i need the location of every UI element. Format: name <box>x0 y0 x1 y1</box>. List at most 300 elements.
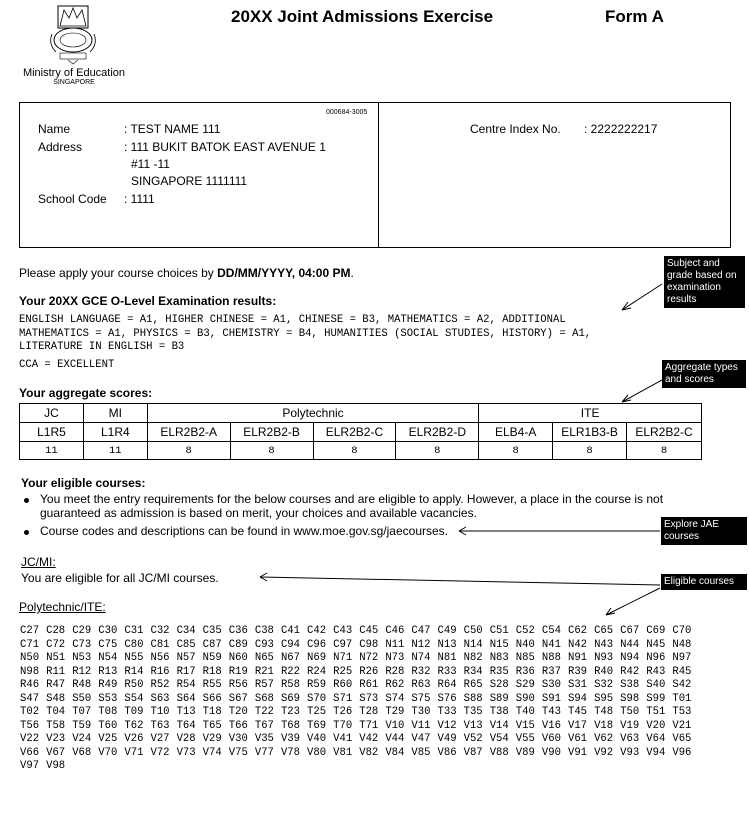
course-code: V70 <box>98 746 118 759</box>
arrow-icon <box>622 380 662 402</box>
course-code: T23 <box>280 706 301 718</box>
course-code: S67 <box>228 692 248 705</box>
ministry-name <box>22 67 126 87</box>
course-code: C45 <box>359 625 379 637</box>
course-code: R32 <box>411 665 431 678</box>
reference-number: 000684-3005 <box>326 109 368 116</box>
course-code: C51 <box>489 625 509 637</box>
course-code: V94 <box>646 746 666 759</box>
course-code: V25 <box>98 733 118 745</box>
course-code: N14 <box>463 638 483 651</box>
course-code: C85 <box>176 638 196 651</box>
course-code: R12 <box>72 665 92 678</box>
callout-line: Subject and <box>667 258 720 269</box>
course-code: C36 <box>228 625 248 637</box>
course-code: C35 <box>202 625 222 637</box>
aggregate-type: ELR2B2-A <box>147 423 230 442</box>
results-line-3: LITERATURE IN ENGLISH = B3 <box>19 341 185 353</box>
aggregate-group-row <box>20 404 702 423</box>
course-code: C27 <box>20 625 40 637</box>
course-code: V12 <box>437 719 457 732</box>
course-code: C73 <box>72 638 92 651</box>
course-code: S29 <box>515 679 535 691</box>
course-code: T68 <box>280 719 301 732</box>
course-code: T66 <box>228 719 248 732</box>
course-code: R47 <box>46 679 66 691</box>
course-code: N81 <box>437 652 457 664</box>
course-code: V68 <box>72 746 92 759</box>
course-code: C71 <box>20 638 40 651</box>
course-code: C89 <box>228 638 248 651</box>
course-code: T53 <box>672 706 692 718</box>
arrow-icon <box>260 573 660 585</box>
course-code: T13 <box>176 706 196 718</box>
course-code: T48 <box>594 706 614 718</box>
course-code: T04 <box>46 706 66 718</box>
apply-prefix: Please apply your course choices by <box>19 266 218 280</box>
course-code: V67 <box>46 746 66 759</box>
course-code: S89 <box>489 692 509 705</box>
course-code: V92 <box>594 746 614 759</box>
course-code: S91 <box>541 692 561 705</box>
course-code: S74 <box>385 692 405 705</box>
course-code: N50 <box>20 652 40 664</box>
aggregate-table <box>19 403 702 460</box>
aggregate-score: 8 <box>396 442 479 460</box>
course-code: S98 <box>620 692 640 705</box>
course-code: R25 <box>333 665 353 678</box>
course-code: R34 <box>463 665 483 678</box>
course-code: N53 <box>72 652 92 664</box>
course-code: S28 <box>489 679 509 691</box>
aggregate-score: 8 <box>313 442 396 460</box>
course-code: V88 <box>489 746 509 759</box>
aggregate-type: ELR2B2-D <box>396 423 479 442</box>
course-code: V18 <box>594 719 614 732</box>
course-code: T62 <box>124 719 144 732</box>
course-code: V49 <box>437 733 457 745</box>
course-code: C94 <box>280 638 301 651</box>
course-code: C97 <box>333 638 353 651</box>
course-code: N59 <box>202 652 222 664</box>
callout-subject-grade <box>664 256 745 308</box>
course-code: R42 <box>620 665 640 678</box>
bullet-icon <box>24 498 29 503</box>
moe-crest-icon <box>46 4 100 66</box>
course-code: S32 <box>594 679 614 691</box>
course-code: S40 <box>646 679 666 691</box>
course-code: T64 <box>176 719 196 732</box>
course-code: R60 <box>333 679 353 691</box>
course-code: T10 <box>150 706 170 718</box>
course-code: C69 <box>646 625 666 637</box>
group-mi: MI <box>83 404 147 423</box>
course-code: V74 <box>202 746 222 759</box>
course-code: V23 <box>46 733 66 745</box>
course-code: R58 <box>280 679 301 691</box>
address-line-1: : 111 BUKIT BATOK EAST AVENUE 1 <box>124 140 326 154</box>
callout-aggregate-types <box>662 360 746 388</box>
course-code: V81 <box>333 746 353 759</box>
course-code: R54 <box>176 679 196 691</box>
course-code: S73 <box>359 692 379 705</box>
course-code: V89 <box>515 746 535 759</box>
course-code: R36 <box>515 665 535 678</box>
course-code: S66 <box>202 692 222 705</box>
callout-line: Aggregate types <box>665 362 738 373</box>
course-code: R37 <box>541 665 561 678</box>
course-code: C87 <box>202 638 222 651</box>
callout-line: examination <box>667 282 721 293</box>
course-code: S70 <box>307 692 327 705</box>
course-code: S50 <box>72 692 92 705</box>
course-code: V54 <box>489 733 509 745</box>
course-code: T29 <box>385 706 405 718</box>
course-code: N98 <box>20 665 40 678</box>
course-code: V63 <box>620 733 640 745</box>
cca-text: CCA = EXCELLENT <box>19 359 115 371</box>
course-code: S88 <box>463 692 483 705</box>
course-code: N94 <box>620 652 640 664</box>
course-code: V13 <box>463 719 483 732</box>
course-code: N42 <box>567 638 588 651</box>
course-code: C98 <box>359 638 379 651</box>
course-code: V22 <box>20 733 40 745</box>
course-code: N13 <box>437 638 457 651</box>
course-code: T58 <box>46 719 66 732</box>
course-code: N93 <box>594 652 614 664</box>
course-code: T30 <box>411 706 431 718</box>
school-code-value: : 1111 <box>124 192 155 206</box>
aggregate-type: L1R4 <box>83 423 147 442</box>
course-code: N82 <box>463 652 483 664</box>
course-code: V91 <box>567 746 588 759</box>
course-code: R62 <box>385 679 405 691</box>
course-code: N44 <box>620 638 640 651</box>
course-code: N88 <box>541 652 561 664</box>
name-label: Name <box>38 122 71 136</box>
poly-ite-heading: Polytechnic/ITE: <box>19 600 106 614</box>
course-code: R49 <box>98 679 118 691</box>
course-code: N55 <box>124 652 144 664</box>
course-code: V60 <box>541 733 561 745</box>
apply-deadline-text <box>19 266 354 280</box>
course-code: R64 <box>437 679 457 691</box>
course-code: N45 <box>646 638 666 651</box>
course-code: T67 <box>254 719 274 732</box>
course-code: C30 <box>98 625 118 637</box>
course-code: S76 <box>437 692 457 705</box>
course-code: T01 <box>672 692 692 705</box>
course-code: T45 <box>567 706 588 718</box>
course-code: C31 <box>124 625 144 637</box>
arrow-icon <box>622 284 662 310</box>
ministry-label: Ministry of Education <box>22 67 126 79</box>
course-code: N65 <box>254 652 274 664</box>
course-code: V41 <box>333 733 353 745</box>
group-polytechnic: Polytechnic <box>147 404 479 423</box>
course-code: R11 <box>46 665 66 678</box>
course-code: C38 <box>254 625 274 637</box>
course-code: V39 <box>280 733 301 745</box>
course-code: V97 <box>20 760 40 772</box>
aggregate-score: 11 <box>83 442 147 460</box>
course-code: C34 <box>176 625 196 637</box>
aggregate-type: ELB4-A <box>479 423 553 442</box>
course-code: R26 <box>359 665 379 678</box>
course-code: T50 <box>620 706 640 718</box>
course-code: R65 <box>463 679 483 691</box>
course-code: R22 <box>280 665 301 678</box>
course-code: N60 <box>228 652 248 664</box>
course-code: N11 <box>385 638 405 651</box>
course-code: V27 <box>150 733 170 745</box>
course-code: C49 <box>437 625 457 637</box>
course-code: V85 <box>411 746 431 759</box>
jc-mi-text: You are eligible for all JC/MI courses. <box>21 571 219 585</box>
course-code-grid <box>20 625 720 774</box>
course-code: N85 <box>515 652 535 664</box>
course-code: S30 <box>541 679 561 691</box>
aggregate-score: 8 <box>147 442 230 460</box>
callout-line: grade based on <box>667 270 737 281</box>
course-code: N71 <box>333 652 353 664</box>
course-code: R46 <box>20 679 40 691</box>
course-code: V96 <box>672 746 692 759</box>
course-code: S38 <box>620 679 640 691</box>
aggregate-type: ELR1B3-B <box>553 423 627 442</box>
course-code: V21 <box>672 719 692 732</box>
aggregate-score: 8 <box>553 442 627 460</box>
course-code: V29 <box>202 733 222 745</box>
course-code: C29 <box>72 625 92 637</box>
course-code: S75 <box>411 692 431 705</box>
course-code: R24 <box>307 665 327 678</box>
course-code: N43 <box>594 638 614 651</box>
course-code: V98 <box>46 760 66 772</box>
school-code-label: School Code <box>38 192 107 206</box>
course-code: C42 <box>307 625 327 637</box>
course-code: T69 <box>307 719 327 732</box>
course-code: T56 <box>20 719 40 732</box>
course-code: N91 <box>567 652 588 664</box>
course-code: R52 <box>150 679 170 691</box>
course-code: V44 <box>385 733 405 745</box>
course-code: T65 <box>202 719 222 732</box>
course-code: S31 <box>567 679 588 691</box>
group-jc: JC <box>20 404 84 423</box>
aggregate-type: ELR2B2-C <box>313 423 396 442</box>
course-code: T35 <box>463 706 483 718</box>
course-code: R16 <box>150 665 170 678</box>
aggregate-type: ELR2B2-B <box>230 423 313 442</box>
course-code: T33 <box>437 706 457 718</box>
eligible-bullet-1-line-1: You meet the entry requirements for the below courses and are eligible to apply. However, a place in the course is not <box>40 492 664 506</box>
course-code: T20 <box>228 706 248 718</box>
callout-eligible-courses <box>661 574 747 590</box>
course-code: R33 <box>437 665 457 678</box>
course-code: S64 <box>176 692 196 705</box>
callout-line: Eligible courses <box>664 576 735 587</box>
course-code: N51 <box>46 652 66 664</box>
course-code: V42 <box>359 733 379 745</box>
course-code: S68 <box>254 692 274 705</box>
course-code: V73 <box>176 746 196 759</box>
aggregate-heading: Your aggregate scores: <box>19 386 153 400</box>
course-code: C46 <box>385 625 405 637</box>
course-code: C93 <box>254 638 274 651</box>
callout-line: Explore JAE <box>664 519 720 530</box>
course-code: C62 <box>567 625 588 637</box>
course-code: V82 <box>359 746 379 759</box>
course-code: V84 <box>385 746 405 759</box>
course-code: C54 <box>541 625 561 637</box>
course-code: V24 <box>72 733 92 745</box>
course-code: R61 <box>359 679 379 691</box>
course-code: C32 <box>150 625 170 637</box>
address-label: Address <box>38 140 83 154</box>
course-code: R21 <box>254 665 274 678</box>
course-code: C81 <box>150 638 170 651</box>
course-code: T02 <box>20 706 40 718</box>
course-code: V17 <box>567 719 588 732</box>
course-code: V87 <box>463 746 483 759</box>
aggregate-type: ELR2B2-C <box>627 423 702 442</box>
course-code: R17 <box>176 665 196 678</box>
course-code: V35 <box>254 733 274 745</box>
course-code: R48 <box>72 679 92 691</box>
eligible-bullet-2: Course codes and descriptions can be found in www.moe.gov.sg/jaecourses. <box>40 524 449 538</box>
course-code: R35 <box>489 665 509 678</box>
course-code: V61 <box>567 733 588 745</box>
course-code: S94 <box>567 692 588 705</box>
course-code: V71 <box>124 746 144 759</box>
arrow-icon <box>459 527 660 535</box>
course-code: V62 <box>594 733 614 745</box>
course-code: T59 <box>72 719 92 732</box>
course-code: V78 <box>280 746 301 759</box>
course-code: C70 <box>672 625 692 637</box>
course-code: V86 <box>437 746 457 759</box>
course-code: R40 <box>594 665 614 678</box>
aggregate-score: 8 <box>230 442 313 460</box>
course-code: C67 <box>620 625 640 637</box>
course-code: V72 <box>150 746 170 759</box>
course-code: T38 <box>489 706 509 718</box>
course-code: R14 <box>124 665 144 678</box>
course-code: T28 <box>359 706 379 718</box>
course-code: T18 <box>202 706 222 718</box>
course-code: V52 <box>463 733 483 745</box>
course-code: T09 <box>124 706 144 718</box>
address-box-divider <box>378 102 379 248</box>
bullet-icon <box>24 530 29 535</box>
page-title: 20XX Joint Admissions Exercise <box>231 7 494 26</box>
results-line-1: ENGLISH LANGUAGE = A1, HIGHER CHINESE = A1, CHINESE = B3, MATHEMATICS = A2, ADDITIONAL <box>19 314 566 326</box>
course-code: S48 <box>46 692 66 705</box>
course-code: R43 <box>646 665 666 678</box>
course-code: R28 <box>385 665 405 678</box>
course-code: S99 <box>646 692 666 705</box>
course-code: C50 <box>463 625 483 637</box>
course-code: T26 <box>333 706 353 718</box>
course-code: R45 <box>672 665 692 678</box>
course-code: V75 <box>228 746 248 759</box>
course-code: T25 <box>307 706 327 718</box>
course-code: N48 <box>672 638 692 651</box>
course-code: C80 <box>124 638 144 651</box>
results-heading: Your 20XX GCE O-Level Examination results: <box>19 294 277 308</box>
name-value: : TEST NAME 111 <box>124 122 221 136</box>
course-code: N41 <box>541 638 561 651</box>
course-code: C47 <box>411 625 431 637</box>
course-code: T70 <box>333 719 353 732</box>
course-code: T43 <box>541 706 561 718</box>
course-code: R39 <box>567 665 588 678</box>
course-code: V55 <box>515 733 535 745</box>
course-code: N15 <box>489 638 509 651</box>
course-code: C65 <box>594 625 614 637</box>
course-code: R63 <box>411 679 431 691</box>
aggregate-type-row <box>20 423 702 442</box>
callout-line: results <box>667 294 697 305</box>
course-code: C72 <box>46 638 66 651</box>
course-code: V93 <box>620 746 640 759</box>
centre-index-value: : 2222222217 <box>584 122 658 136</box>
course-code: V77 <box>254 746 274 759</box>
aggregate-score: 8 <box>627 442 702 460</box>
course-code: N97 <box>672 652 692 664</box>
course-code: V80 <box>307 746 327 759</box>
group-ite: ITE <box>479 404 702 423</box>
course-code: S53 <box>98 692 118 705</box>
course-code: S54 <box>124 692 144 705</box>
aggregate-type: L1R5 <box>20 423 84 442</box>
address-line-3: SINGAPORE 1111111 <box>131 174 248 188</box>
course-code: V20 <box>646 719 666 732</box>
course-code: V15 <box>515 719 535 732</box>
jc-mi-heading: JC/MI: <box>21 555 56 569</box>
course-code: S63 <box>150 692 170 705</box>
aggregate-score: 8 <box>479 442 553 460</box>
course-code: V90 <box>541 746 561 759</box>
course-code: T60 <box>98 719 118 732</box>
course-code: V64 <box>646 733 666 745</box>
course-code: C41 <box>280 625 301 637</box>
course-code: R55 <box>202 679 222 691</box>
course-code: N40 <box>515 638 535 651</box>
course-code: V14 <box>489 719 509 732</box>
course-code: N12 <box>411 638 431 651</box>
course-code: N74 <box>411 652 431 664</box>
course-code: R19 <box>228 665 248 678</box>
course-code: V11 <box>411 719 431 732</box>
eligible-heading: Your eligible courses: <box>21 476 146 490</box>
course-code: S47 <box>20 692 40 705</box>
apply-deadline: DD/MM/YYYY, 04:00 PM <box>217 266 351 280</box>
course-code: V19 <box>620 719 640 732</box>
aggregate-score-row <box>20 442 702 460</box>
callout-line: courses <box>664 531 700 542</box>
course-code: T40 <box>515 706 535 718</box>
aggregate-score: 11 <box>20 442 84 460</box>
results-line-2: MATHEMATICS = A1, PHYSICS = B3, CHEMISTRY = B4, HUMANITIES (SOCIAL STUDIES, HISTORY) = A1, <box>19 327 592 340</box>
course-code: R13 <box>98 665 118 678</box>
course-code: C96 <box>307 638 327 651</box>
course-code: T51 <box>646 706 666 718</box>
course-code: T08 <box>98 706 118 718</box>
course-code: N73 <box>385 652 405 664</box>
